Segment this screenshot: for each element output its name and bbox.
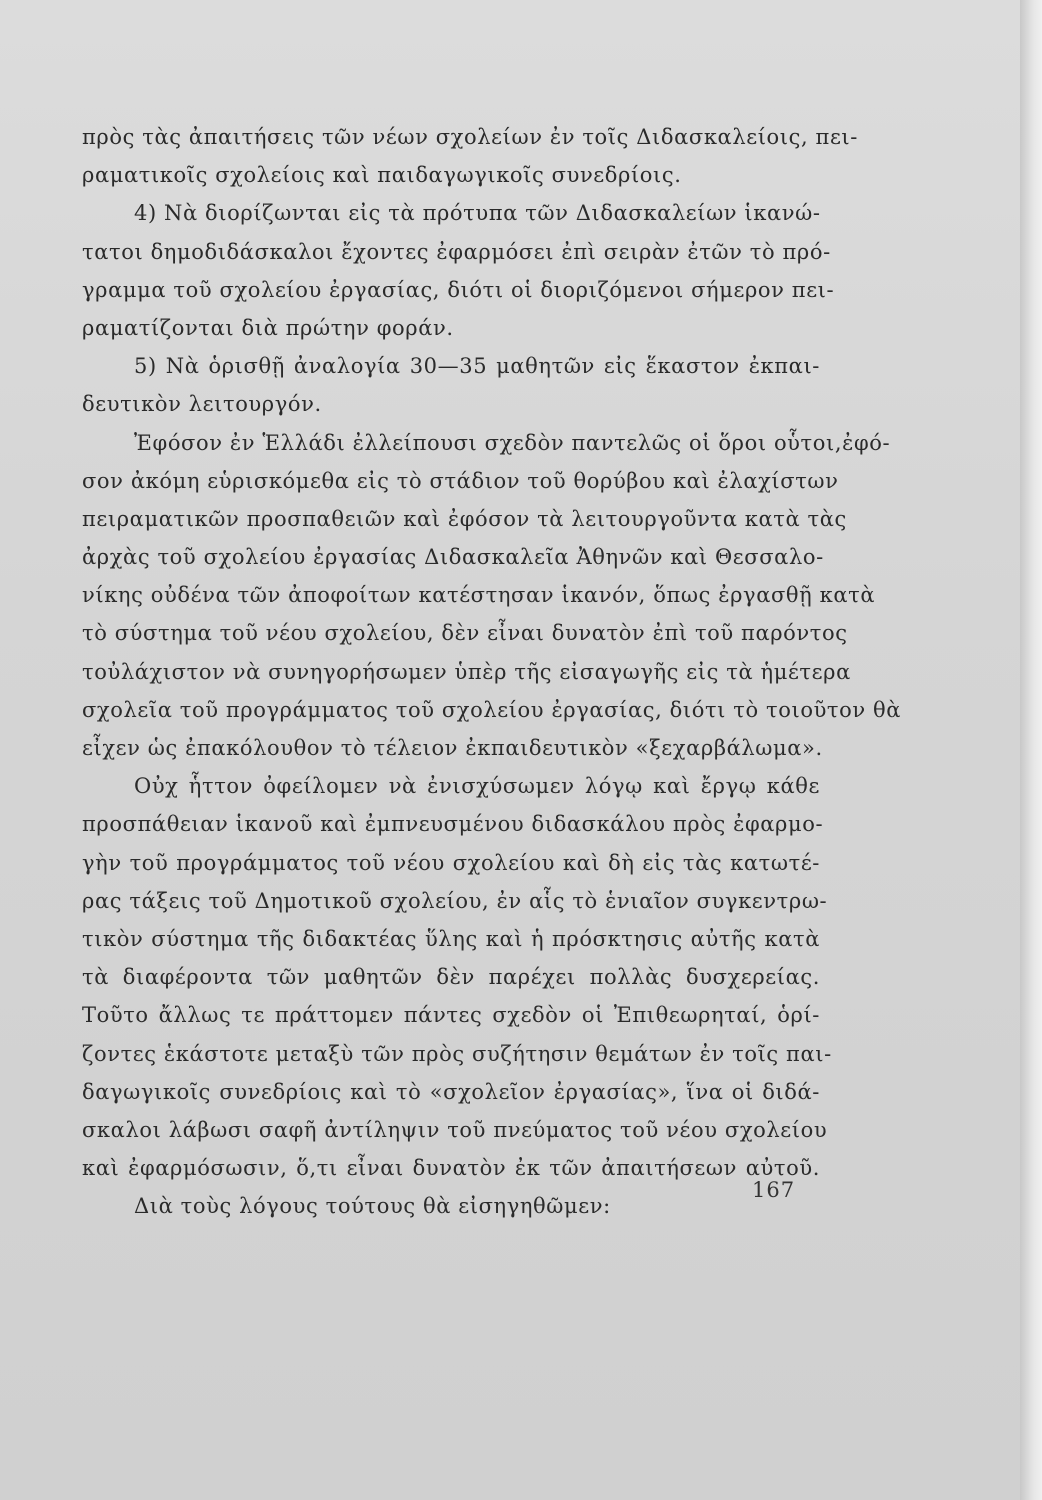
text-line: Διὰ τοὺς λόγους τούτους θὰ εἰσηγηθῶμεν: — [134, 1194, 611, 1219]
text-line: δευτικὸν λειτουργόν. — [82, 392, 322, 417]
text-line: τὸ σύστημα τοῦ νέου σχολείου, δὲν εἶναι δυνατὸν ἐπὶ τοῦ παρόντος — [82, 621, 848, 646]
text-line: ρας τάξεις τοῦ Δημοτικοῦ σχολείου, ἐν αἷς τὸ ἑνιαῖον συγκεντρω- — [82, 888, 828, 913]
text-line: Οὐχ ἧττον ὀφείλομεν νὰ ἐνισχύσωμεν λόγῳ καὶ ἔργῳ κάθε — [134, 774, 820, 799]
text-line: ραματίζονται διὰ πρώτην φοράν. — [82, 315, 454, 340]
text-line: ραματικοῖς σχολείοις καὶ παιδαγωγικοῖς συνεδρίοις. — [82, 163, 682, 188]
text-line: γὴν τοῦ προγράμματος τοῦ νέου σχολείου καὶ δὴ εἰς τὰς κατωτέ- — [82, 850, 820, 875]
text-line: σκαλοι λάβωσι σαφῆ ἀντίληψιν τοῦ πνεύματος τοῦ νέου σχολείου — [82, 1117, 828, 1142]
text-line: καὶ ἐφαρμόσωσιν, ὅ,τι εἶναι δυνατὸν ἐκ τῶν ἀπαιτήσεων αὐτοῦ. — [82, 1156, 820, 1181]
text-line: τὰ διαφέροντα τῶν μαθητῶν δὲν παρέχει πολλὰς δυσχερείας. — [82, 965, 820, 990]
text-line: ἀρχὰς τοῦ σχολείου ἐργασίας Διδασκαλεῖα Ἀθηνῶν καὶ Θεσσαλο- — [82, 545, 824, 570]
text-line: τοὐλάχιστον νὰ συνηγορήσωμεν ὑπὲρ τῆς εἰσαγωγῆς εἰς τὰ ἡμέτερα — [82, 659, 851, 684]
page-edge — [1020, 0, 1042, 1500]
text-line: σον ἀκόμη εὑρισκόμεθα εἰς τὸ στάδιον τοῦ θορύβου καὶ ἐλαχίστων — [82, 468, 839, 493]
text-line: σχολεῖα τοῦ προγράμματος τοῦ σχολείου ἐργασίας, διότι τὸ τοιοῦτον θὰ — [82, 697, 902, 722]
page-number: 167 — [752, 1178, 796, 1202]
text-line: 4) Νὰ διορίζωνται εἰς τὰ πρότυπα τῶν Διδασκαλείων ἱκανώ- — [134, 201, 821, 226]
text-line: δαγωγικοῖς συνεδρίοις καὶ τὸ «σχολεῖον ἐργασίας», ἵνα οἱ διδά- — [82, 1079, 820, 1104]
text-line: Τοῦτο ἄλλως τε πράττομεν πάντες σχεδὸν οἱ Ἐπιθεωρηταί, ὁρί- — [82, 1003, 820, 1028]
text-line: πειραματικῶν προσπαθειῶν καὶ ἐφόσον τὰ λειτουργοῦντα κατὰ τὰς — [82, 506, 847, 531]
body-text — [82, 118, 902, 1225]
text-line: προσπάθειαν ἱκανοῦ καὶ ἐμπνευσμένου διδασκάλου πρὸς ἐφαρμο- — [82, 812, 824, 837]
text-line: νίκης οὐδένα τῶν ἀποφοίτων κατέστησαν ἱκανόν, ὅπως ἐργασθῇ κατὰ — [82, 583, 876, 608]
text-line: Ἐφόσον ἐν Ἑλλάδι ἐλλείπουσι σχεδὸν παντελῶς οἱ ὅροι οὗτοι,ἐφό- — [134, 430, 891, 455]
text-line: εἶχεν ὡς ἐπακόλουθον τὸ τέλειον ἐκπαιδευτικὸν «ξεχαρβάλωμα». — [82, 736, 823, 760]
text-line: τατοι δημοδιδάσκαλοι ἔχοντες ἐφαρμόσει ἐπὶ σειρὰν ἐτῶν τὸ πρό- — [82, 239, 831, 264]
text-line: ζοντες ἑκάστοτε μεταξὺ τῶν πρὸς συζήτησιν θεμάτων ἐν τοῖς παι- — [82, 1041, 832, 1066]
text-line: πρὸς τὰς ἀπαιτήσεις τῶν νέων σχολείων ἐν τοῖς Διδασκαλείοις, πει- — [82, 125, 858, 149]
text-line: 5) Νὰ ὁρισθῇ ἀναλογία 30—35 μαθητῶν εἰς ἕκαστον ἐκπαι- — [134, 354, 820, 379]
text-line: τικὸν σύστημα τῆς διδακτέας ὕλης καὶ ἡ πρόσκτησις αὐτῆς κατὰ — [82, 926, 820, 951]
text-line: γραμμα τοῦ σχολείου ἐργασίας, διότι οἱ διοριζόμενοι σήμερον πει- — [82, 277, 835, 302]
